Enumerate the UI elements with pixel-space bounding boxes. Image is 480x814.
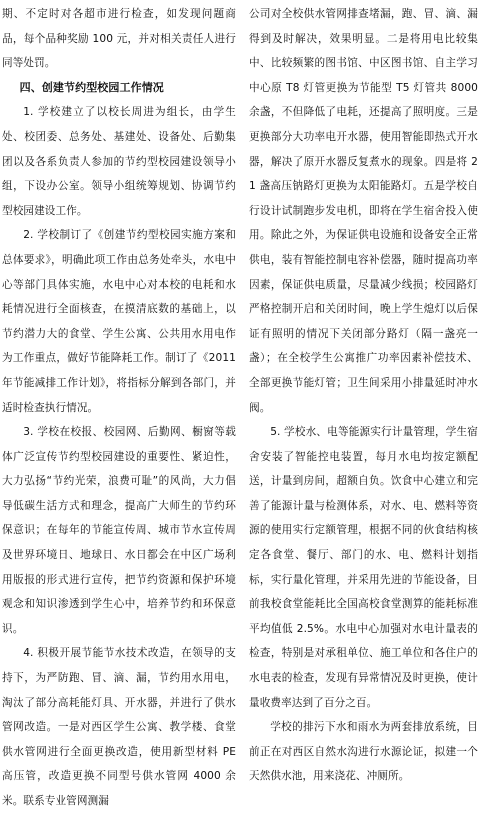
paragraph-2: 2. 学校制订了《创建节约型校园实施方案和总体要求》，明确此项工作由总务处牵头，水电中心等部门具体实施，水电中心对本校的电耗和水耗情况进行全面核查，在摸清底数的基础上，以节约潜力大的食堂、学生公寓、公共用水用电作为工作重点，做好节能降耗工作。制订了《2011 年节能减排工作计划》，将指标分解到各部门，并适时检查执行情况。 [2,229,236,414]
left-column [2,2,236,814]
paragraph-4: 4. 积极开展节能节水技术改造，在领导的支持下，为严防跑、冒、滴、漏，节约用水用电，淘汰了部分高耗能灯具、开水器，并进行了供水管网改造。一是对西区学生公寓、教学楼、食堂供水管网进行全面更换改造，使用新型材料 PE 高压管，改造更换不同型号供水管网 4000 余米。联系专业管网测漏 [2,647,236,807]
right-column [249,2,478,789]
continued-paragraph: 期、不定时对各超市进行检查，如发现问题商品，每个品种奖励 100 元，并对相关责任人进行同等处罚。 [2,8,236,70]
paragraph-6: 学校的排污下水和雨水为两套排放系统，目前正在对西区自然水沟进行水源论证，拟建一个天然供水池，用来浇花、冲厕所。 [249,721,478,783]
continued-paragraph-4: 公司对全校供水管网排查堵漏，跑、冒、滴、漏得到及时解决，效果明显。二是将用电比较集中、比较频繁的图书馆、中区图书馆、自主学习中心原 T8 灯管更换为节能型 T5 灯管共 8000 余盏，不但降低了电耗，还提高了照明度。三是更换部分大功率电开水器，使用智能即热式开水器，解决了原开水器反复煮水的现象。四是将 21 盏高压钠路灯更换为太阳能路灯。五是学校自行设计试制跑步发电机，即将在学生宿舍投入使用。除此之外，为保证供电设施和设备安全正常供电，装有智能控制电容补偿器，随时提高功率因素，保证供电质量，尽量减少线损；校园路灯严格控制开启和关闭时间，晚上学生熄灯以后保证有照明的情况下关闭部分路灯（隔一盏亮一盏）；在全校学生公寓推广功率因素补偿技术、全部更换节能灯管；卫生间采用小排量延时冲水阀。 [249,8,478,414]
paragraph-3: 3. 学校在校报、校园网、后勤网、橱窗等载体广泛宣传节约型校园建设的重要性、紧迫性，大力弘扬“节约光荣，浪费可耻”的风尚，大力倡导低碳生活方式和理念，提高广大师生的节约环保意识；在每年的节能宣传周、城市节水宣传周及世界环境日、地球日、水日都会在中区广场利用版报的形式进行宣传，把节约资源和保护环境观念和知识渗透到学生心中，培养节约和环保意识。 [2,426,236,635]
paragraph-1: 1. 学校建立了以校长周进为组长，由学生处、校团委、总务处、基建处、设备处、后勤集团以及各系负责人参加的节约型校园建设领导小组，下设办公室。领导小组统筹规划、协调节约型校园建设工作。 [2,106,236,217]
paragraph-5: 5. 学校水、电等能源实行计量管理，学生宿舍安装了智能控电装置，每月水电均按定额配送，计量到房间，超额自负。饮食中心建立和完善了能源计量与检测体系，对水、电、燃料等资源的使用实行定额管理，根据不同的伙食结构核定各食堂、餐厅、部门的水、电、燃料计划指标，实行量化管理，并采用先进的节能设备，目前我校食堂能耗比全国高校食堂测算的能耗标准平均值低 2.5%。水电中心加强对水电计量表的检查，特别是对承租单位、施工单位和各住户的水电表的检查，发现有异常情况及时更换，使计量收费率达到了百分之百。 [249,426,478,709]
section-heading: 四、创建节约型校园工作情况 [19,80,164,94]
